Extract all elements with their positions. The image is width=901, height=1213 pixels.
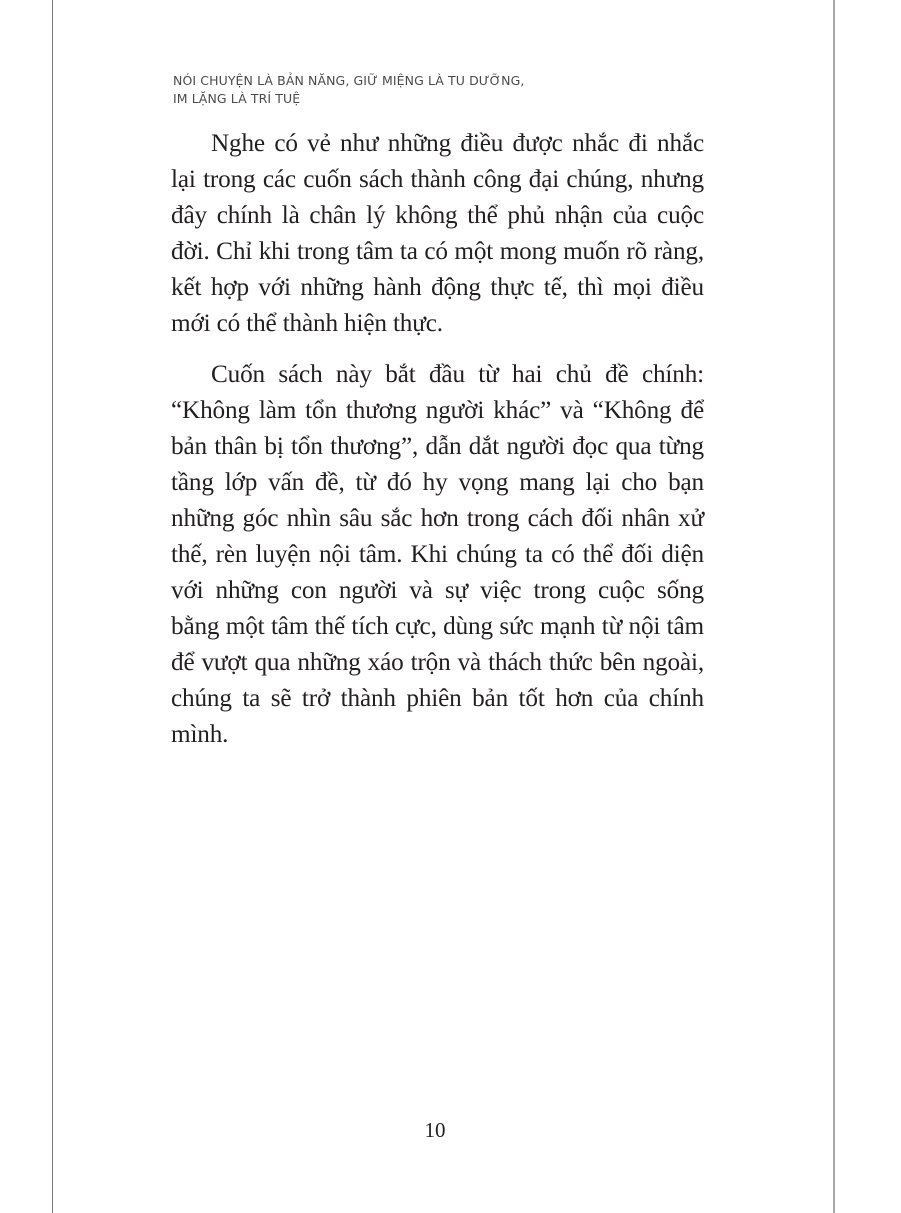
paragraph: Cuốn sách này bắt đầu từ hai chủ đề chính: “Không làm tổn thương người khác” và “Không để bản thân bị tổn thương”, dẫn dắt người đọc qua từng tầng lớp vấn đề, từ đó hy vọng mang lại cho bạn những góc nhìn sâu sắc hơn trong cách đối nhân xử thế, rèn luyện nội tâm. Khi chúng ta có thể đối diện với những con người và sự việc trong cuộc sống bằng một tâm thế tích cực, dùng sức mạnh từ nội tâm để vượt qua những xáo trộn và thách thức bên ngoài, chúng ta sẽ trở thành phiên bản tốt hơn của chính mình. [171,361,704,748]
page-edge-left [52,0,53,1213]
page-number: 10 [424,1118,446,1142]
running-header-line-1: NÓI CHUYỆN LÀ BẢN NĂNG, GIỮ MIỆNG LÀ TU DƯỠNG, [173,73,525,88]
running-header [173,72,733,107]
body-text [171,126,704,768]
paragraph: Nghe có vẻ như những điều được nhắc đi nhắc lại trong các cuốn sách thành công đại chúng, nhưng đây chính là chân lý không thể phủ nhận của cuộc đời. Chỉ khi trong tâm ta có một mong muốn rõ ràng, kết hợp với những hành động thực tế, thì mọi điều mới có thể thành hiện thực. [171,130,704,337]
running-header-line-2: IM LẶNG LÀ TRÍ TUỆ [173,90,301,106]
page-edge-right [833,0,835,1213]
